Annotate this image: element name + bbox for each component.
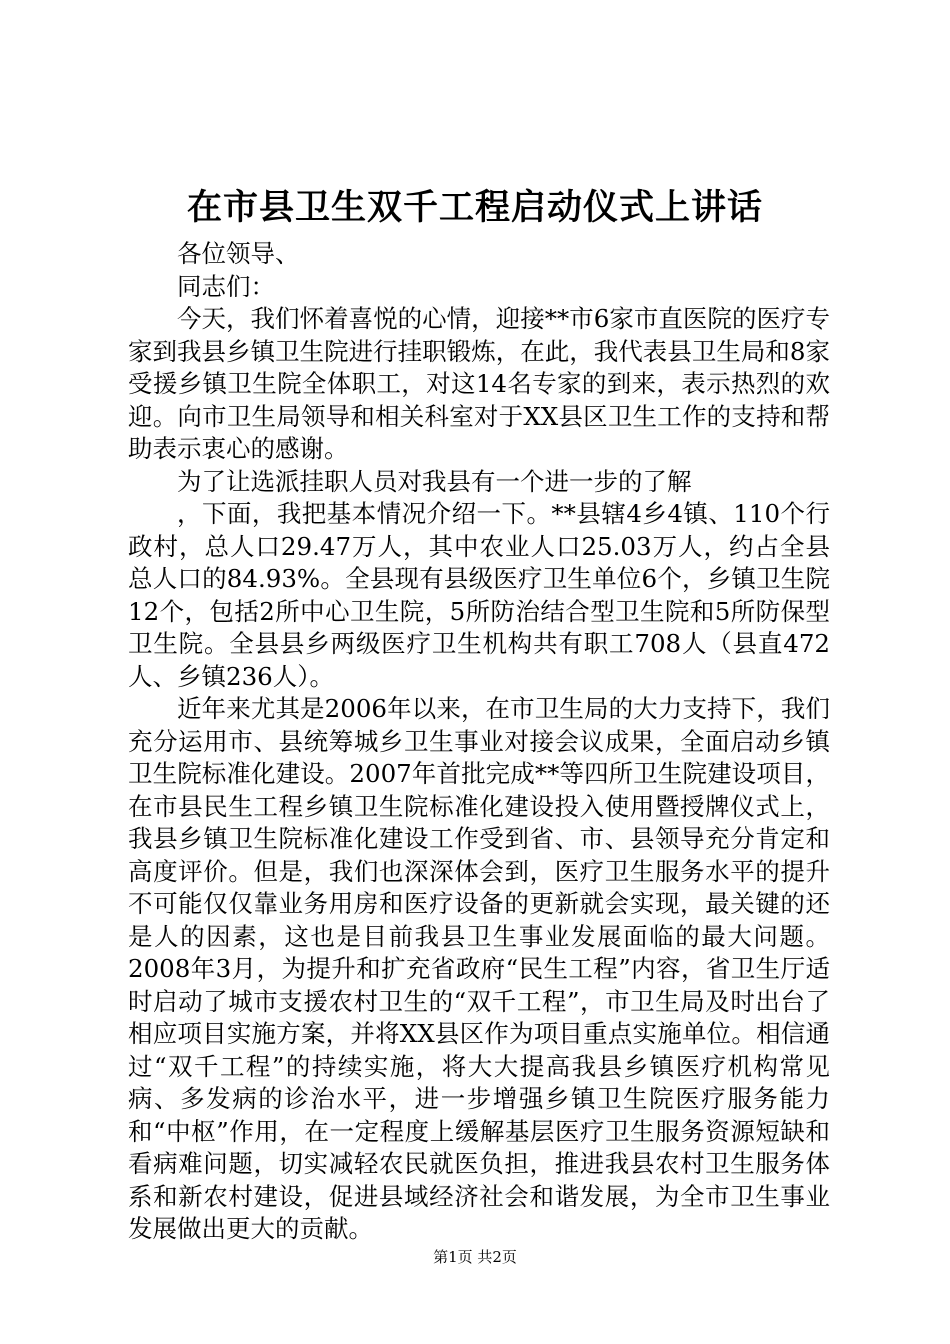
document-body bbox=[128, 238, 830, 1246]
paragraph-welcome: 今天，我们怀着喜悦的心情，迎接**市6家市直医院的医疗专家到我县乡镇卫生院进行挂职锻炼，在此，我代表县卫生局和8家受援乡镇卫生院全体职工，对这14名专家的到来，表示热烈的欢迎。向市卫生局领导和相关科室对于XX县区卫生工作的支持和帮助表示衷心的感谢。 bbox=[128, 304, 830, 463]
page-number: 第1页 共2页 bbox=[433, 1248, 517, 1266]
paragraph-recent-years: 近年来尤其是2006年以来，在市卫生局的大力支持下，我们充分运用市、县统筹城乡卫生事业对接会议成果，全面启动乡镇卫生院标准化建设。2007年首批完成**等四所卫生院建设项目，在市县民生工程乡镇卫生院标准化建设投入使用暨授牌仪式上，我县乡镇卫生院标准化建设工作受到省、市、县领导充分肯定和高度评价。但是，我们也深深体会到，医疗卫生服务水平的提升不可能仅仅靠业务用房和医疗设备的更新就会实现，最关键的还是人的因素，这也是目前我县卫生事业发展面临的最大问题。2008年3月，为提升和扩充省政府“民生工程”内容，省卫生厅适时启动了城市支援农村卫生的“双千工程”，市卫生局及时出台了相应项目实施方案，并将XX县区作为项目重点实施单位。相信通过“双千工程”的持续实施，将大大提高我县乡镇医疗机构常见病、多发病的诊治水平，进一步增强乡镇卫生院医疗服务能力和“中枢”作用，在一定程度上缓解基层医疗卫生服务资源短缺和看病难问题，切实减轻农民就医负担，推进我县农村卫生服务体系和新农村建设，促进县域经济社会和谐发展，为全市卫生事业发展做出更大的贡献。 bbox=[128, 694, 830, 1243]
paragraph-intro: 为了让选派挂职人员对我县有一个进一步的了解 bbox=[177, 466, 692, 496]
salutation-leaders: 各位领导、 bbox=[177, 239, 300, 268]
paragraph-basic-info: ，下面，我把基本情况介绍一下。**县辖4乡4镇、110个行政村，总人口29.47万人，其中农业人口25.03万人，约占全县总人口的84.93%。全县现有县级医疗卫生单位6个，乡镇卫生院12个，包括2所中心卫生院，5所防治结合型卫生院和5所防保型卫生院。全县县乡两级医疗卫生机构共有职工708人（县直472人、乡镇236人）。 bbox=[128, 499, 830, 691]
document-title: 在市县卫生双千工程启动仪式上讲话 bbox=[186, 187, 763, 228]
salutation-comrades: 同志们： bbox=[177, 271, 275, 301]
